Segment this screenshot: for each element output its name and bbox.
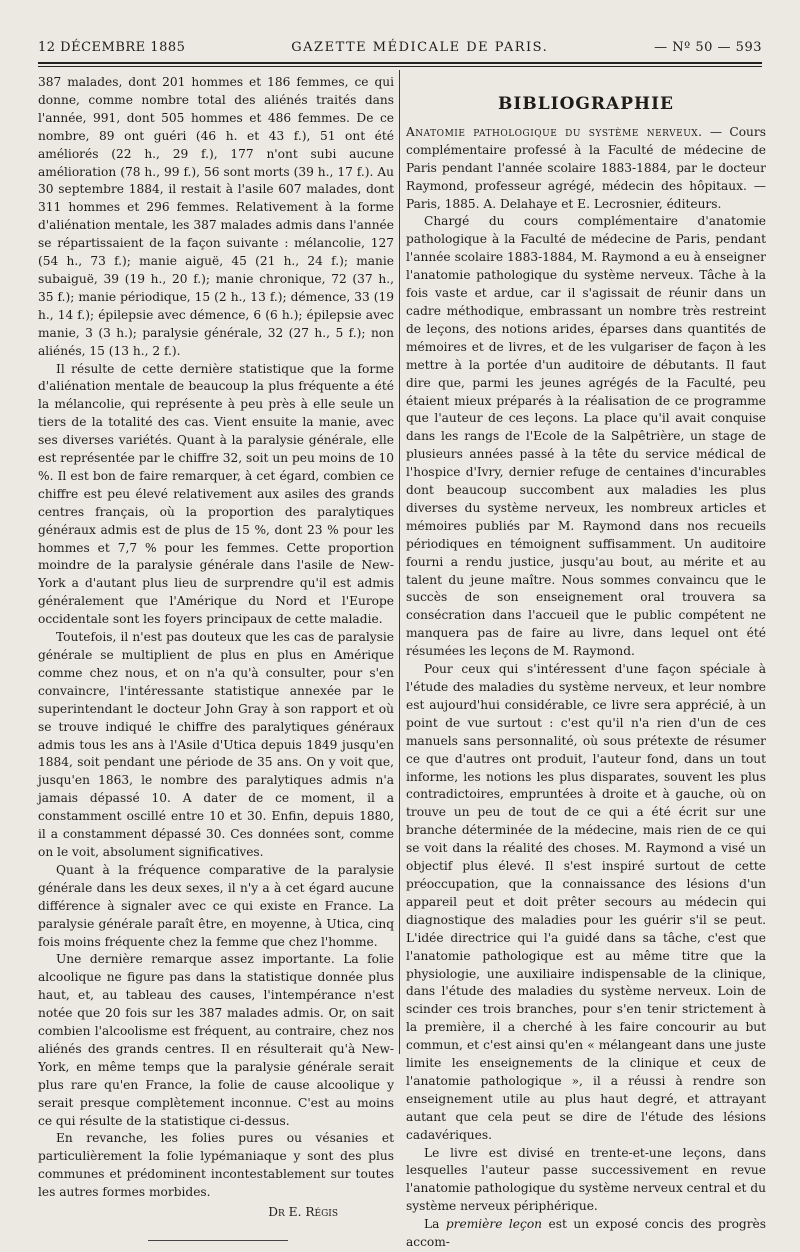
paragraph: Une dernière remarque assez importante. La folie alcoolique ne figure pas dans la statistique donnée plus haut, et, au tableau des causes, l'intempérance n'est notée que 20 fois sur les 387 malades admis. Or, on sait combien l'alcoolisme est fréquent, au contraire, chez nos aliénés des grands centres. Il en résulterait qu'à New-York, en même temps que la paralysie générale serait plus rare qu'en France, la folie de cause alcoolique y serait presque complètement inconnue. C'est au moins ce qui résulte de la statistique ci-dessus.	[38, 952, 394, 1128]
book-title: Anatomie pathologique du système nerveux.	[406, 124, 703, 139]
paragraph: Pour ceux qui s'intéressent d'une façon spéciale à l'étude des maladies du système nerveux, et leur nombre est aujourd'hui considérable, ce livre sera apprécié, à un point de vue surtout : c'est qu'il n'a rien d'un de ces manuels sans personnalité, où sous prétexte de résumer ce que d'autres ont produit, l'auteur fond, dans un tout informe, les notions les plus disparates, souvent les plus contradictoires, empruntées à droite et à gauche, où on trouve un peu de tout de ce qui a été écrit sur une branche déterminée de la médecine, mais rien de ce qui se voit dans la réalité des choses. M. Raymond a visé un objectif plus élevé. Il s'est inspiré surtout de cette préoccupation, que la connaissance des lésions d'un appareil peut et doit prêter secours au médecin qui diagnostique des maladies pour les guérir s'il se peut. L'idée directrice qui l'a guidé dans sa tâche, c'est que l'anatomie pathologique est au même titre que la physiologie, une auxiliaire indispensable de la clinique, dans l'étude des maladies du système nerveux. Loin de scinder ces trois branches, pour s'en tenir strictement à la première, il a cherché à les faire concourir au but commun, et c'est ainsi qu'en « mélangeant dans une juste limite les enseignements de la clinique et ceux de l'anatomie pathologique », il a réussi à rendre son enseignement utile au plus haut degré, et attrayant autant que cela peut se dire de l'étude des lésions cadavériques.	[406, 662, 766, 1142]
paragraph: Quant à la fréquence comparative de la paralysie générale dans les deux sexes, il n'y a à cet égard aucune différence à signaler avec ce qui existe en France. La paralysie générale paraît être, en moyenne, à Utica, cinq fois moins fréquente chez la femme que chez l'homme.	[38, 862, 394, 949]
header-rule-thin	[38, 66, 762, 67]
text-fragment: La	[424, 1217, 446, 1232]
right-column	[406, 74, 767, 1250]
paragraph: Le livre est divisé en trente-et-une leçons, dans lesquelles l'auteur passe successivement en revue l'anatomie pathologique du système nerveux central et du système nerveux périphérique.	[406, 1145, 766, 1214]
paragraph: Toutefois, il n'est pas douteux que les cas de paralysie générale se multiplient de plus en plus en Amérique comme chez nous, et on n'a qu'à consulter, pour s'en convaincre, l'intéressante statistique annexée par le superintendant le docteur John Gray à son rapport et où se trouve indiqué le chiffre des paralytiques généraux admis tous les ans à l'Asile d'Utica depuis 1849 jusqu'en 1884, soit pendant une période de 35 ans. On y voit que, jusqu'en 1863, le nombre des paralytiques admis n'a jamais dépassé 10. A dater de ce moment, il a constamment oscillé entre 10 et 30. Enfin, depuis 1880, il a constamment dépassé 30. Ces données sont, comme on le voit, absolument significatives.	[38, 630, 394, 859]
author-signature: Dr E. Régis	[268, 1205, 338, 1220]
left-column	[38, 74, 394, 1220]
header-page-number: — Nº 50 — 593	[654, 39, 762, 55]
paragraph: 387 malades, dont 201 hommes et 186 femmes, ce qui donne, comme nombre total des aliénés traités dans l'année, 991, dont 505 hommes et 486 femmes. De ce nombre, 89 ont guéri (46 h. et 43 f.), 51 ont été améliorés (22 h., 29 f.), 177 n'ont subi aucune amélioration (78 h., 99 f.), 56 sont morts (39 h., 17 f.). Au 30 septembre 1884, il restait à l'asile 607 malades, dont 311 hommes et 296 femmes. Relativement à la forme d'aliénation mentale, les 387 malades admis dans l'année se répartissaient de la façon suivante : mélancolie, 127 (54 h., 73 f.); manie aiguë, 45 (21 h., 24 f.); manie subaiguë, 39 (19 h., 20 f.); manie chronique, 72 (37 h., 35 f.); manie périodique, 15 (2 h., 13 f.); démence, 33 (19 h., 14 f.); épilepsie avec démence, 6 (6 h.); épilepsie avec manie, 3 (3 h.); paralysie générale, 32 (27 h., 5 f.); non aliénés, 15 (13 h., 2 f.).	[38, 75, 394, 358]
text-italic: première leçon	[445, 1217, 543, 1232]
paragraph: En revanche, les folies pures ou vésanies et particulièrement la folie lypémaniaque y sont des plus communes et prédominent incontestablement sur toutes les autres formes morbides.	[38, 1131, 394, 1200]
column-divider	[399, 70, 400, 1054]
signature-rule	[148, 1240, 288, 1241]
book-reference	[406, 124, 766, 214]
header-journal-title: GAZETTE MÉDICALE DE PARIS.	[291, 39, 549, 55]
paragraph: Il résulte de cette dernière statistique que la forme d'aliénation mentale de beaucoup la plus fréquente a été la mélancolie, qui représente à peu près à elle seule un tiers de la totalité des cas. Vient ensuite la manie, avec ses diverses variétés. Quant à la paralysie générale, elle est représentée par le chiffre 32, soit un peu moins de 10 %. Il est bon de faire remarquer, à cet égard, combien ce chiffre est peu élevé relativement aux asiles des grands centres français, où la proportion des paralytiques généraux admis est de plus de 15 %, dont 23 % pour les hommes et 7,7 % pour les femmes. Cette proportion moindre de la paralysie générale dans l'asile de New-York a d'autant plus lieu de surprendre qu'il est admis généralement que l'Amérique du Nord et l'Europe occidentale sont les foyers principaux de cette maladie.	[38, 361, 394, 627]
header-rule-thick	[38, 62, 762, 64]
paragraph-last	[406, 1216, 766, 1252]
text-fragment: est un exposé concis des progrès accom-	[406, 1217, 767, 1250]
page-header	[38, 36, 762, 58]
book-details: — Cours complémentaire professé à la Faculté de médecine de Paris pendant l'année scolaire 1883-1884, par le docteur Raymond, professeur agrégé, médecin des hôpitaux. — Paris, 1885. A. Delahaye et E. Lecrosnier, éditeurs.	[406, 124, 766, 211]
section-title: BIBLIOGRAPHIE	[498, 94, 674, 114]
header-date: 12 DÉCEMBRE 1885	[38, 39, 186, 55]
paragraph: Chargé du cours complémentaire d'anatomie pathologique à la Faculté de médecine de Paris, pendant l'année scolaire 1883-1884, M. Raymond a eu à enseigner l'anatomie pathologique du système nerveux. Tâche à la fois vaste et ardue, car il s'agissait de réunir dans un cadre méthodique, embrassant un nombre très restreint de leçons, des notions arides, éparses dans quantités de mémoires et de livres, et de les vulgariser de façon à les mettre à la portée d'un auditoire de débutants. Il faut dire que, parmi les jeunes agrégés de la Faculté, peu étaient mieux préparés à la réalisation de ce programme que l'auteur de ces leçons. La place qu'il avait conquise dans les rangs de l'Ecole de la Salpêtrière, un stage de plusieurs années passé à la tête du service médical de l'hospice d'Ivry, dernier refuge de centaines d'incurables dont beaucoup succombent aux maladies les plus diverses du système nerveux, les nombreux articles et mémoires publiés par M. Raymond dans nos recueils périodiques en témoignent suffisamment. Un auditoire fourni a rendu justice, jusqu'au bout, au mérite et au talent du jeune maître. Nous sommes convaincu que le succès de son enseignement oral trouvera sa consécration dans l'accueil que le public compétent ne manquera pas de faire au livre, dans lequel ont été résumées les leçons de M. Raymond.	[406, 214, 766, 659]
